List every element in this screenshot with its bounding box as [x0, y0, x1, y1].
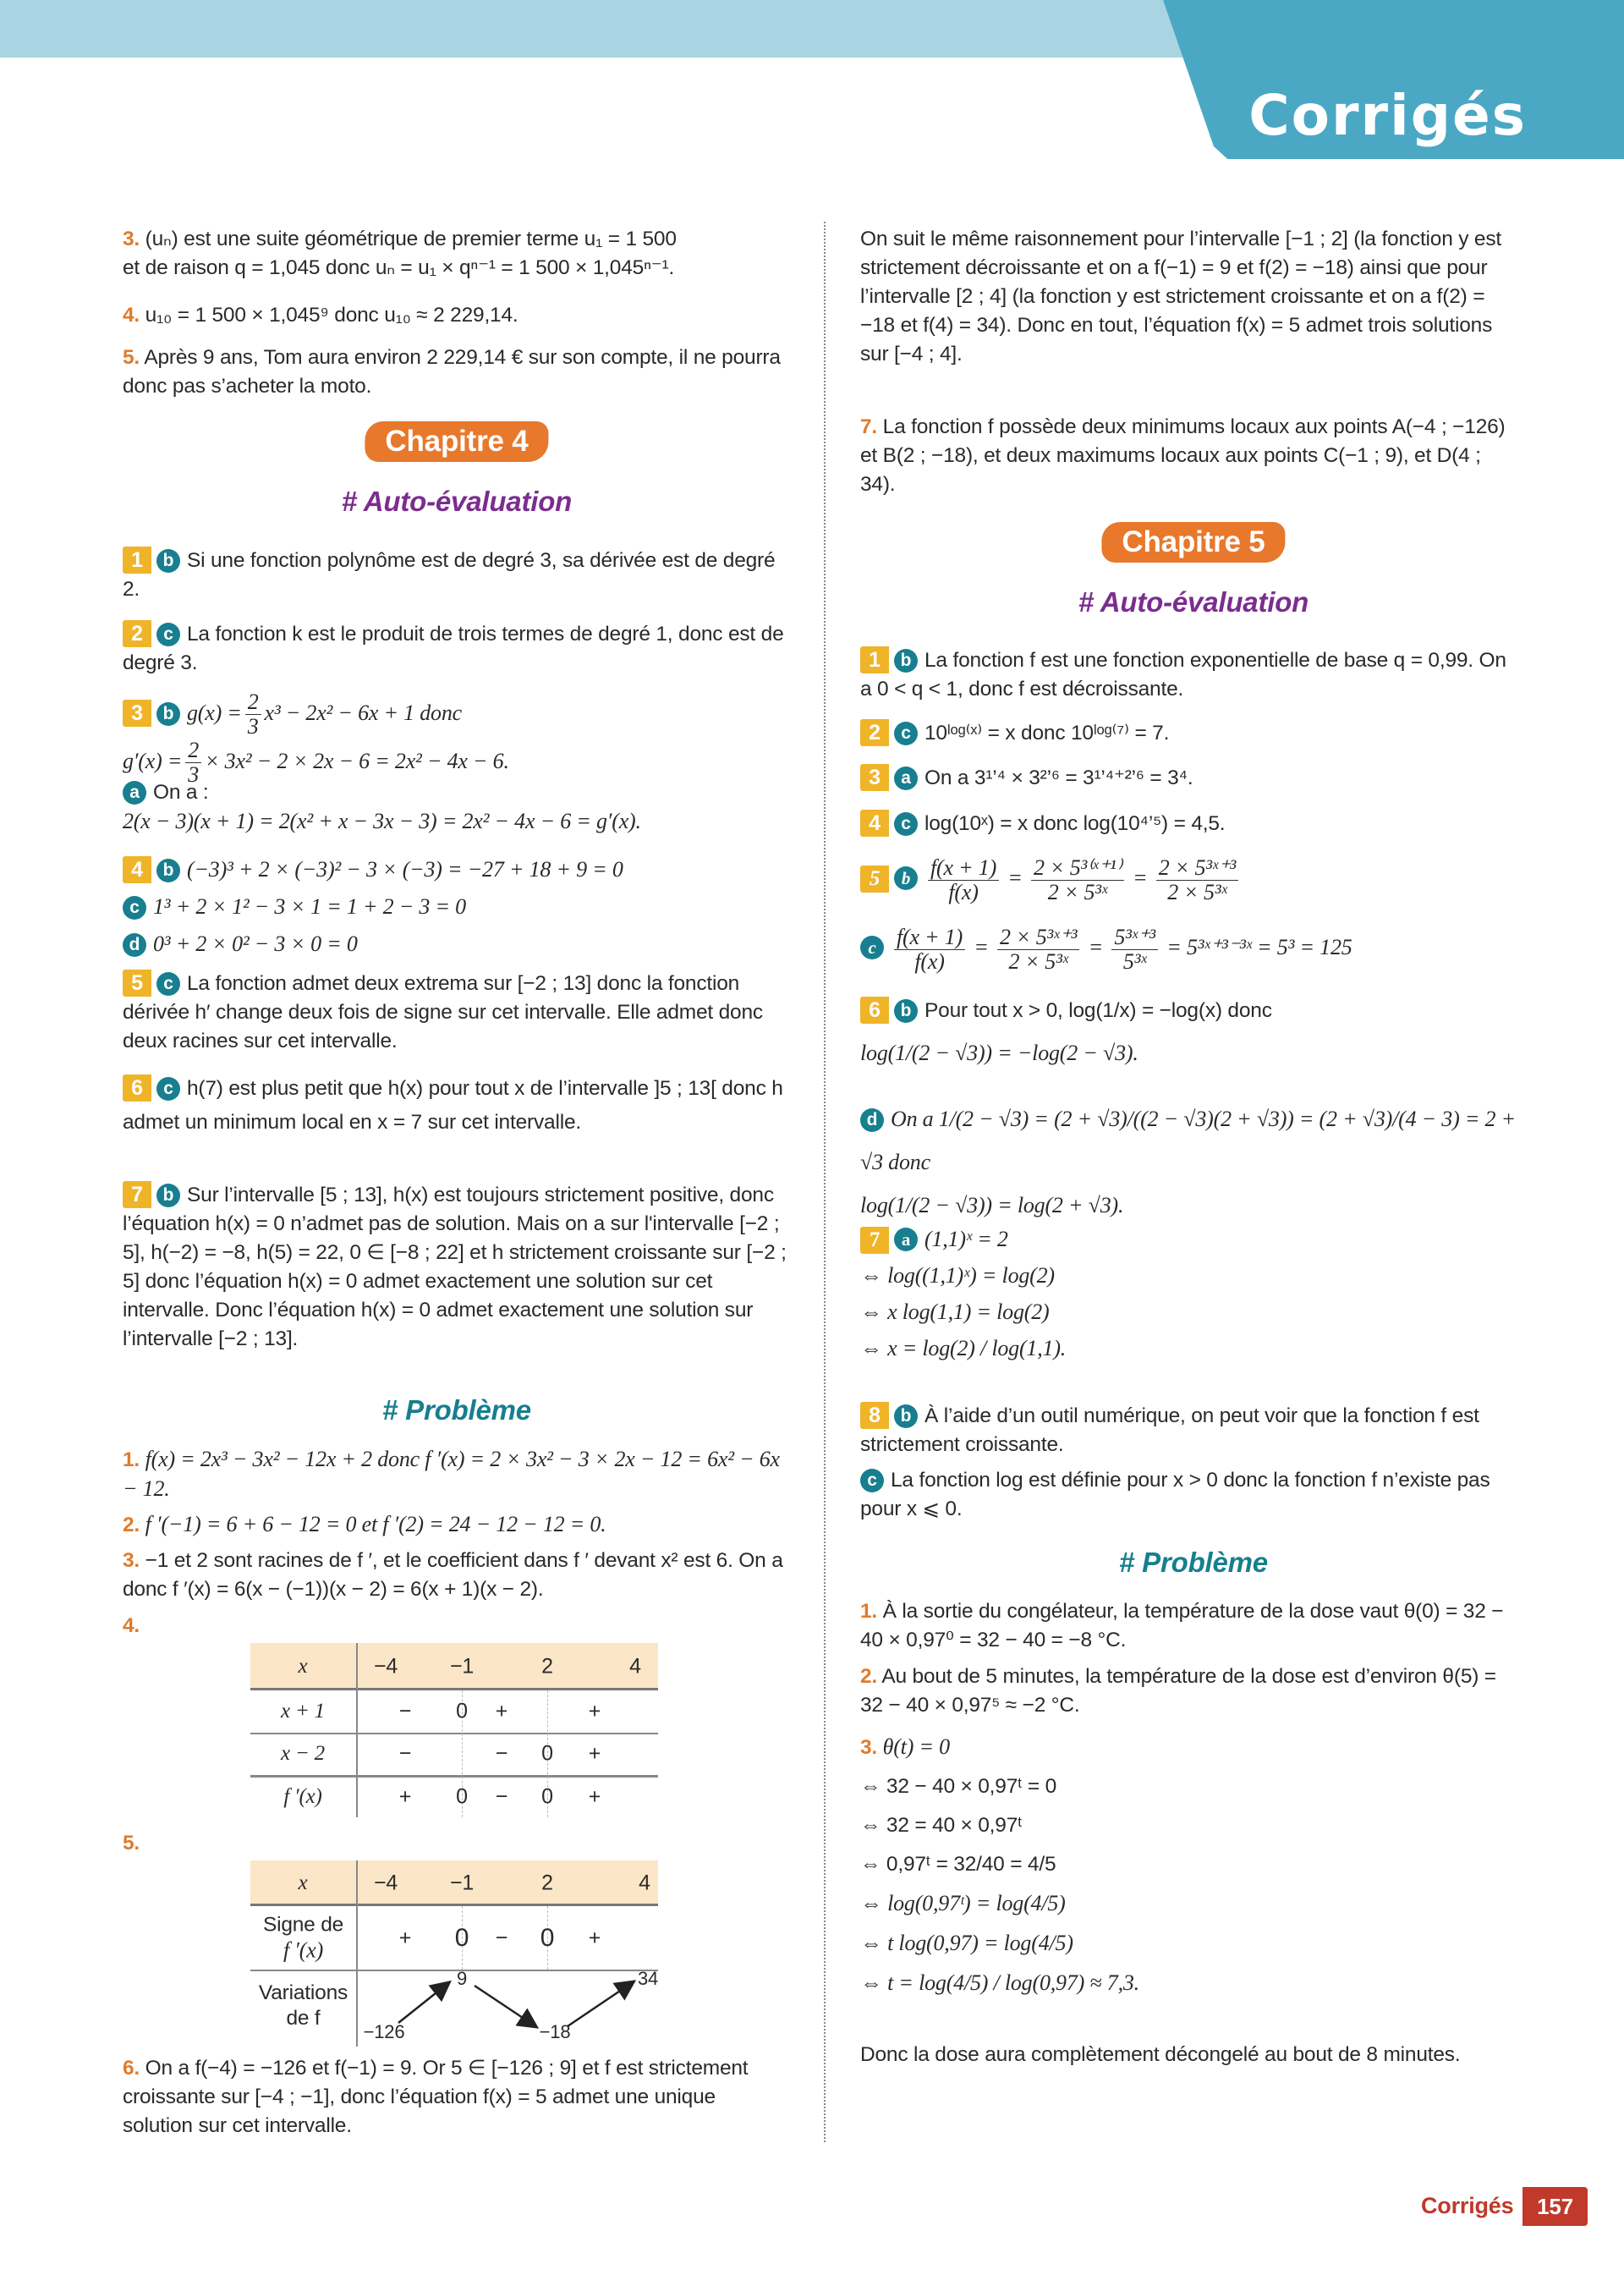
problem-4: 4. — [123, 1614, 140, 1637]
variation-arrows — [250, 1860, 658, 2047]
chapter-4-badge: Chapitre 4 — [365, 421, 548, 462]
auto-evaluation-heading-2: # Auto-évaluation — [1078, 586, 1309, 618]
problem-2: 2. f ′(−1) = 6 + 6 − 12 = 0 et f ′(2) = 24 − 12 − 12 = 0. — [123, 1512, 606, 1536]
c5-q2: 2 c 10ˡᵒᵍ⁽ˣ⁾ = x donc 10ˡᵒᵍ⁽⁷⁾ = 7. — [860, 719, 1520, 748]
c5-q6-d: d On a 1/(2 − √3) = (2 + √3)/((2 − √3)(2 + √3)) = (2 + √3)/(4 − 3) = 2 + √3 donc log(1/(2 − √3)) = log(2 + √3). — [860, 1107, 1516, 1217]
c5-q5: 5 b $\frac{f(x + 1)}{f(x)}$ = $\frac{\text{2 × 5³⁽ˣ⁺¹⁾}}{\text{2 × 5³ˣ}}$ = $\frac{\text{2 × 5³ˣ⁺³}}{\text{2 × 5³ˣ}}$ — [860, 853, 1520, 904]
answer-6-continued: On suit le même raisonnement pour l’intervalle [−1 ; 2] (la fonction y est strictement décroissante et on a f(−1) = 9 et f(2) = −18) ainsi que pour l’intervalle [2 ; 4] (la fonction y est strictement croissante et on a f(2) = −18 et f(4) = 34). Donc en tout, l’équation f(x) = 5 admet trois solutions sur [−4 ; 4]. — [860, 228, 1502, 365]
problem-5: 5. — [123, 1832, 140, 1855]
c5-q4: 4 c log(10ˣ) = x donc log(10⁴’⁵) = 4,5. — [860, 810, 1520, 838]
page-section-title: Corrigés — [1248, 83, 1527, 148]
q5: 5 c La fonction admet deux extrema sur [−2 ; 13] donc la fonction dérivée h′ change deux fois de signe sur cet intervalle. Elle admet donc deux racines sur cet intervalle. — [123, 971, 763, 1052]
q4: 4 b (−3)³ + 2 × (−3)² − 3 × (−3) = −27 + 18 + 9 = 0 c 1³ + 2 × 1² − 3 × 1 = 1 + 2 − 3 = 0 d 0³ + 2 × 0² − 3 × 0 = 0 — [123, 851, 791, 963]
q6: 6 c h(7) est plus petit que h(x) pour tout x de l’intervalle ]5 ; 13[ donc h admet un minimum local en x = 7 sur cet intervalle. — [123, 1076, 783, 1134]
c5-problem-3: 3. θ(t) = 0 ⇔ 32 − 40 × 0,97ᵗ = 0 ⇔ 32 = 40 × 0,97ᵗ ⇔ 0,97ᵗ = 32/40 = 4/5 ⇔ log(0,97ᵗ) = log(4/5) ⇔ t log(0,97) = log(4/5) ⇔ t = log(4/5) / log(0,97) ≈ 7,3. — [860, 1734, 1139, 1995]
problem-1: 1. f(x) = 2x³ − 3x² − 12x + 2 donc f ′(x) = 2 × 3x² − 3 × 2x − 12 = 6x² − 6x − 12. — [123, 1447, 780, 1501]
c5-q7: 7 a (1,1)ˣ = 2 ⇔ log((1,1)ˣ) = log(2) ⇔ x log(1,1) = log(2) ⇔ x = log(2) / log(1,1). — [860, 1227, 1067, 1360]
c5-problem-2: 2. Au bout de 5 minutes, la température de la dose est d’environ θ(5) = 32 − 40 × 0,97⁵ ≈ −2 °C. — [860, 1665, 1496, 1717]
q3-a: a On a : 2(x − 3)(x + 1) = 2(x² + x − 3x − 3) = 2x² − 4x − 6 = g′(x). — [123, 781, 641, 833]
c5-conclusion: Donc la dose aura complètement décongelé au bout de 8 minutes. — [860, 2043, 1461, 2066]
answer-5: 5. Après 9 ans, Tom aura environ 2 229,14 € sur son compte, il ne pourra donc pas s’acheter la moto. — [123, 346, 781, 398]
problem-6: 6. On a f(−4) = −126 et f(−1) = 9. Or 5 ∈ [−126 ; 9] et f est strictement croissante sur [−4 ; −1], donc l’équation f(x) = 5 admet une unique solution sur cet intervalle. — [123, 2057, 749, 2137]
c5-problem-1: 1. À la sortie du congélateur, la température de la dose vaut θ(0) = 32 − 40 × 0,97⁰ = 32 − 40 = −8 °C. — [860, 1600, 1504, 1651]
sign-table: x −4 −1 2 4 x + 1 − 0 + + x − 2 − − 0 + f ′(x) + 0 − 0 + — [250, 1643, 658, 1817]
c5-q8: 8 b À l’aide d’un outil numérique, on peut voir que la fonction f est strictement croissante. c La fonction log est définie pour x > 0 donc la fonction f n’existe pas pour x ⩽ 0. — [860, 1404, 1490, 1520]
footer-label: Corrigés — [1421, 2193, 1514, 2218]
answer-7: 7. La fonction f possède deux minimums locaux aux points A(−4 ; −126) et B(2 ; −18), et deux maximums locaux aux points C(−1 ; 9), et D(4 ; 34). — [860, 415, 1506, 496]
probleme-heading: # Problème — [382, 1394, 531, 1426]
c5-q5-c: c $\frac{f(x + 1)}{f(x)}$ = $\frac{\text{2 × 5³ˣ⁺³}}{\text{2 × 5³ˣ}}$ = $\frac{\text{5³ˣ⁺³}}{\text{5³ˣ}}$ = 5³ˣ⁺³⁻³ˣ = 5³ = 125 — [860, 922, 1520, 974]
variation-table: x −4 −1 2 4 Signe de f ′(x) + 0 − 0 + Variations de f −126 9 −18 34 — [250, 1860, 658, 2047]
probleme-heading-2: # Problème — [1119, 1547, 1268, 1578]
page-number: 157 — [1522, 2187, 1588, 2226]
c5-q3: 3 a On a 3¹’⁴ × 3²’⁶ = 3¹’⁴⁺²’⁶ = 3⁴. — [860, 764, 1520, 793]
auto-evaluation-heading: # Auto-évaluation — [341, 486, 573, 517]
column-divider — [824, 222, 826, 2142]
chapter-5-badge: Chapitre 5 — [1101, 522, 1285, 563]
q2: 2 c La fonction k est le produit de trois termes de degré 1, donc est de degré 3. — [123, 622, 784, 674]
q1: 1 b Si une fonction polynôme est de degré 3, sa dérivée est de degré 2. — [123, 548, 776, 601]
problem-3: 3. −1 et 2 sont racines de f ′, et le coefficient dans f ′ devant x² est 6. On a donc f ′(x) = 6(x − (−1))(x − 2) = 6(x + 1)(x − 2). — [123, 1549, 783, 1601]
answer-4: 4. u₁₀ = 1 500 × 1,045⁹ donc u₁₀ ≈ 2 229,14. — [123, 304, 518, 327]
answer-3: 3. (uₙ) est une suite géométrique de premier terme u₁ = 1 500 et de raison q = 1,045 donc uₙ = u₁ × qⁿ⁻¹ = 1 500 × 1,045ⁿ⁻¹. — [123, 228, 677, 279]
q7: 7 b Sur l’intervalle [5 ; 13], h(x) est toujours strictement positive, donc l’équation h(x) = 0 n’admet pas de solution. Mais on a sur l'intervalle [−2 ; 5], h(−2) = −8, h(5) = 22, 0 ∈ [−8 ; 22] et h strictement croissante sur [−2 ; 5] donc l’équation h(x) = 0 admet exactement une solution sur cet intervalle. Donc l’équation h(x) = 0 admet exactement une solution sur l’intervalle [−2 ; 13]. — [123, 1183, 787, 1350]
c5-q6: 6 b Pour tout x > 0, log(1/x) = −log(x) donc log(1/(2 − √3)) = −log(2 − √3). — [860, 998, 1272, 1065]
q3: 3 b g(x) = $\frac{2}{3}$ x³ − 2x² − 6x + 1 donc g′(x) = $\frac{2}{3}$ × 3x² − 2 × 2x − 6 = 2x² − 4x − 6. — [123, 690, 509, 787]
c5-q1: 1 b La fonction f est une fonction exponentielle de base q = 0,99. On a 0 < q < 1, donc f est décroissante. — [860, 648, 1506, 701]
